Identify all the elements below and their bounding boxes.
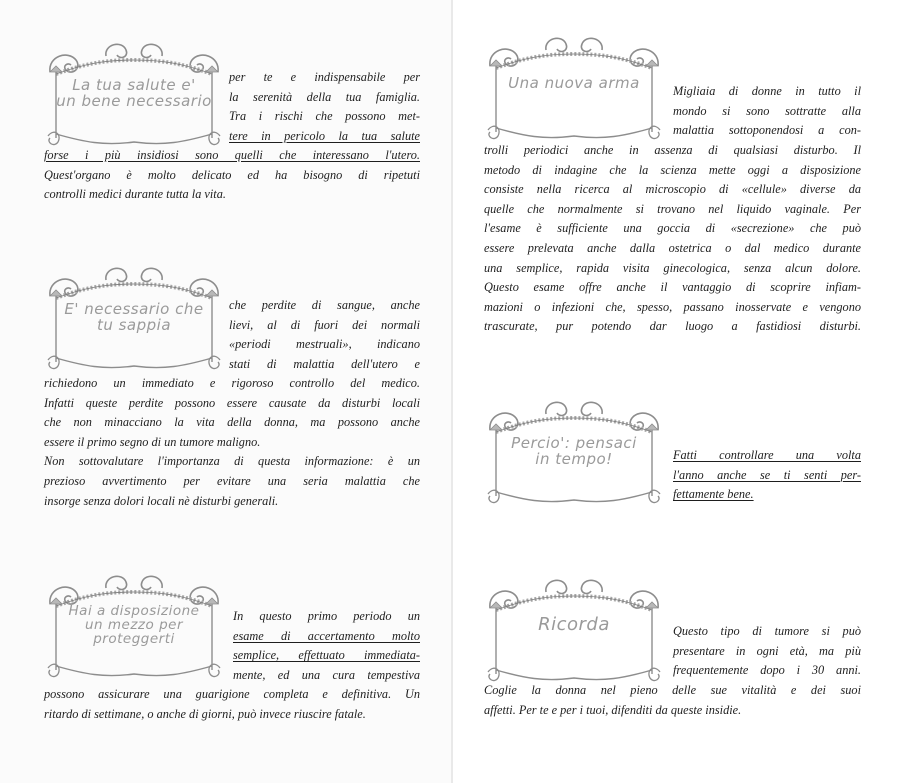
frame-title-line: in tempo! <box>535 449 613 468</box>
frame-title-line: E' necessario che <box>64 300 204 318</box>
ornamental-frame <box>44 38 224 148</box>
text-line: tere in pericolo la tua salute <box>229 128 420 143</box>
frame-title-line: proteggerti <box>93 631 175 648</box>
text-line: Quest'organo è molto delicato ed ha bisogno di ripetuti <box>44 167 420 182</box>
section-text-full <box>44 685 420 724</box>
frame-title-line: La tua salute e' <box>72 76 196 94</box>
text-line: esame di accertamento molto <box>233 628 420 643</box>
ornamental-frame <box>484 574 664 684</box>
section-text <box>673 622 861 681</box>
text-line: per te e indispensabile per <box>229 70 420 84</box>
text-line: stati di malattia dell'utero e <box>229 356 420 371</box>
frame-title-line: Ricorda <box>538 614 610 635</box>
text-line: malattia sottoponendosi a con- <box>673 123 861 138</box>
page-fold <box>451 0 453 783</box>
frame-title <box>44 302 224 334</box>
text-line: richiedono un immediato e rigoroso controllo del medico. <box>44 376 420 390</box>
text-line: «periodi mestruali», indicano <box>229 337 420 352</box>
section-text <box>229 296 420 374</box>
section-text-full <box>484 141 861 337</box>
text-line: Non sottovalutare l'importanza di questa informazione: è un <box>44 454 420 469</box>
frame-title-line: Percio': pensaci <box>511 434 637 452</box>
text-line: trolli periodici anche in assenza di qualsiasi disturbo. Il <box>484 143 861 157</box>
text-line: che non minacciano la vita della donna, ma possono anche <box>44 415 420 430</box>
text-line: mente, ed una cura tempestiva <box>233 667 420 682</box>
ornamental-frame <box>44 262 224 372</box>
text-line: Tra i rischi che possono met- <box>229 109 420 124</box>
text-line: forse i più insidiosi sono quelli che interessano l'utero. <box>44 148 420 162</box>
text-line: controlli medici durante tutta la vita. <box>44 187 226 202</box>
text-line: lievi, al di fuori dei normali <box>229 317 420 332</box>
text-line: Migliaia di donne in tutto il <box>673 84 861 98</box>
text-line: metodo di indagine che la scienza mette oggi a disposizione <box>484 162 861 177</box>
section-text <box>229 68 420 146</box>
text-line: fettamente bene. <box>673 487 754 502</box>
section-text <box>673 446 861 505</box>
section-text-full <box>44 374 420 511</box>
text-line: semplice, effettuato immediata- <box>233 648 420 663</box>
frame-title-line: un mezzo per <box>84 617 183 634</box>
text-line: l'esame è sufficiente una goccia di «secrezione» che può <box>484 221 861 236</box>
text-line: Fatti controllare una volta <box>673 448 861 462</box>
frame-title <box>44 78 224 110</box>
section-text-full <box>484 681 861 720</box>
text-line: che perdite di sangue, anche <box>229 298 420 312</box>
frame-title-line: Una nuova arma <box>508 74 640 92</box>
text-line: Coglie la donna nel pieno delle sue vitalità e dei suoi <box>484 683 861 697</box>
ornamental-frame <box>484 32 664 142</box>
text-line: la serenità della tua famiglia. <box>229 89 420 104</box>
text-line: una semplice, rapida visita ginecologica, senza alcun dolore. <box>484 260 861 275</box>
frame-title <box>484 436 664 468</box>
text-line: ritardo di settimane, o anche di giorni, può invece riuscire fatale. <box>44 706 366 721</box>
text-line: quelle che normalmente si trovano nel liquido vaginale. Per <box>484 201 861 216</box>
text-line: l'anno anche se ti senti per- <box>673 467 861 482</box>
text-line: essere prelevata anche dalla ostetrica o dal medico durante <box>484 240 861 255</box>
text-line: essere il primo segno di un tumore maligno. <box>44 434 261 449</box>
text-line: presentare in ogni età, ma più <box>673 643 861 658</box>
text-line: mazioni o infezioni che, spesso, passano inosservate e vengono <box>484 299 861 314</box>
section-text <box>673 82 861 141</box>
text-line: trascurate, pur potendo dar luogo a fastidiosi disturbi. <box>484 319 861 334</box>
text-line: Infatti queste perdite possono essere causate da disturbi locali <box>44 395 420 410</box>
frame-title-line: Hai a disposizione <box>68 603 200 619</box>
text-line: frequentemente dopo i 30 anni. <box>673 663 861 678</box>
frame-title-line: tu sappia <box>96 315 172 334</box>
text-line: Questo esame offre anche il vantaggio di scoprire infiam- <box>484 280 861 295</box>
frame-title <box>44 604 224 647</box>
ornamental-frame <box>484 396 664 506</box>
frame-title <box>484 616 664 635</box>
text-line: insorge senza dolori locali nè disturbi generali. <box>44 493 279 508</box>
section-text <box>233 607 420 685</box>
frame-title-line: un bene necessario <box>56 91 212 110</box>
text-line: affetti. Per te e per i tuoi, difenditi da queste insidie. <box>484 702 742 717</box>
text-line: consiste nella ricerca al microscopio di «cellule» diverse da <box>484 182 861 197</box>
text-line: In questo primo periodo un <box>233 609 420 623</box>
ornamental-frame <box>44 570 224 680</box>
text-line: Questo tipo di tumore si può <box>673 624 861 638</box>
frame-title <box>484 76 664 92</box>
text-line: prezioso avvertimento per evitare una seria malattia che <box>44 473 420 488</box>
section-text-full <box>44 146 420 205</box>
text-line: possono assicurare una guarigione completa e definitiva. Un <box>44 687 420 701</box>
text-line: mondo si sono sottratte alla <box>673 103 861 118</box>
